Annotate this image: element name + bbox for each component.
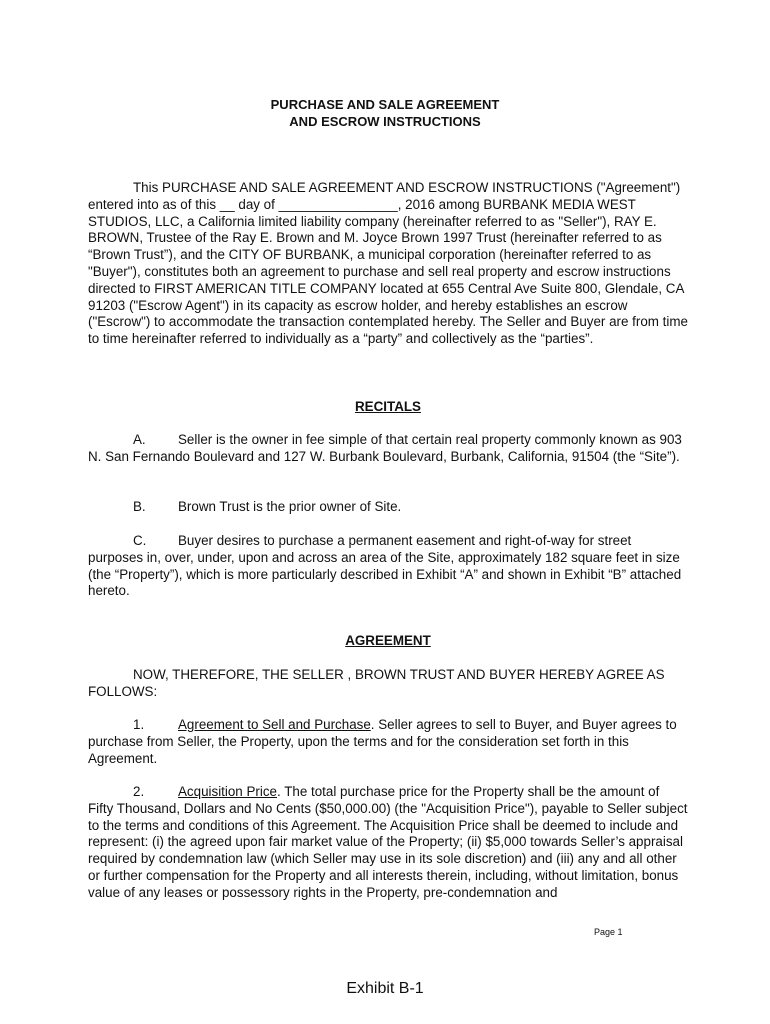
recital-a-label: A.	[133, 432, 146, 447]
section-2-number: 2.	[133, 784, 145, 799]
agreement-preamble-block	[88, 667, 688, 701]
exhibit-label: Exhibit B-1	[346, 980, 424, 997]
recital-b	[88, 499, 688, 516]
recital-c-label: C.	[133, 533, 147, 548]
intro-paragraph: This PURCHASE AND SALE AGREEMENT AND ESCROW INSTRUCTIONS ("Agreement") entered into as of this __ day of ________________, 2016 among BURBANK MEDIA WEST STUDIOS, LLC, a California limited liability company (hereinafter referred to as "Seller"), RAY E. BROWN, Trustee of the Ray E. Brown and M. Joyce Brown 1997 Trust (hereinafter referred to as “Brown Trust”), and the CITY OF BURBANK, a municipal corporation (hereinafter referred to as "Buyer"), constitutes both an agreement to purchase and sell real property and escrow instructions directed to FIRST AMERICAN TITLE COMPANY located at 655 Central Ave Suite 800, Glendale, CA 91203 ("Escrow Agent") in its capacity as escrow holder, and hereby establishes an escrow ("Escrow") to accommodate the transaction contemplated hereby. The Seller and Buyer are from time to time hereinafter referred to individually as a “party” and collectively as the “parties”.	[88, 180, 688, 347]
document-title	[0, 96, 770, 130]
recital-b-label: B.	[133, 499, 146, 514]
recital-c-text: Buyer desires to purchase a permanent easement and right-of-way for street purposes in, over, under, upon and across an area of the Site, approximately 182 square feet in size (the “Property”), which is more particularly described in Exhibit “A” and shown in Exhibit “B” attached hereto.	[88, 533, 682, 599]
section-2-text: . The total purchase price for the Property shall be the amount of Fifty Thousand, Dollars and No Cents ($50,000.00) (the "Acquisition Price"), payable to Seller subject to the terms and conditions of this Agreement. The Acquisition Price shall be deemed to include and represent: (i) the agreed upon fair market value of the Property; (ii) $5,000 towards Seller’s appraisal required by condemnation law (which Seller may use in its sole discretion) and (iii) any and all other or further compensation for the Property and all interests therein, including, without limitation, bonus value of any leases or possessory rights in the Property, pre-condemnation and	[88, 784, 688, 900]
recital-b-text: Brown Trust is the prior owner of Site.	[178, 499, 402, 514]
section-1-number: 1.	[133, 717, 145, 732]
recitals-heading-block	[88, 399, 688, 416]
section-1	[88, 717, 688, 767]
section-2-title: Acquisition Price	[178, 784, 277, 799]
title-line-2: AND ESCROW INSTRUCTIONS	[289, 114, 481, 129]
title-line-1: PURCHASE AND SALE AGREEMENT	[270, 97, 500, 112]
section-1-title: Agreement to Sell and Purchase	[178, 717, 371, 732]
section-2	[88, 784, 688, 902]
section-1-text: . Seller agrees to sell to Buyer, and Buyer agrees to purchase from Seller, the Property, upon the terms and for the consideration set forth in this Agreement.	[88, 717, 677, 766]
agreement-heading: AGREEMENT	[345, 633, 431, 648]
agreement-preamble: NOW, THEREFORE, THE SELLER , BROWN TRUST AND BUYER HEREBY AGREE AS FOLLOWS:	[88, 667, 665, 699]
intro-block	[88, 180, 688, 348]
recitals-heading: RECITALS	[355, 399, 421, 414]
recital-a-text: Seller is the owner in fee simple of that certain real property commonly known as 903 N. San Fernando Boulevard and 127 W. Burbank Boulevard, Burbank, California, 91504 (the “Site”).	[88, 432, 682, 464]
agreement-heading-block	[88, 633, 688, 650]
page-number: Page 1	[594, 927, 623, 937]
recital-a	[88, 432, 688, 466]
recital-c	[88, 533, 688, 600]
